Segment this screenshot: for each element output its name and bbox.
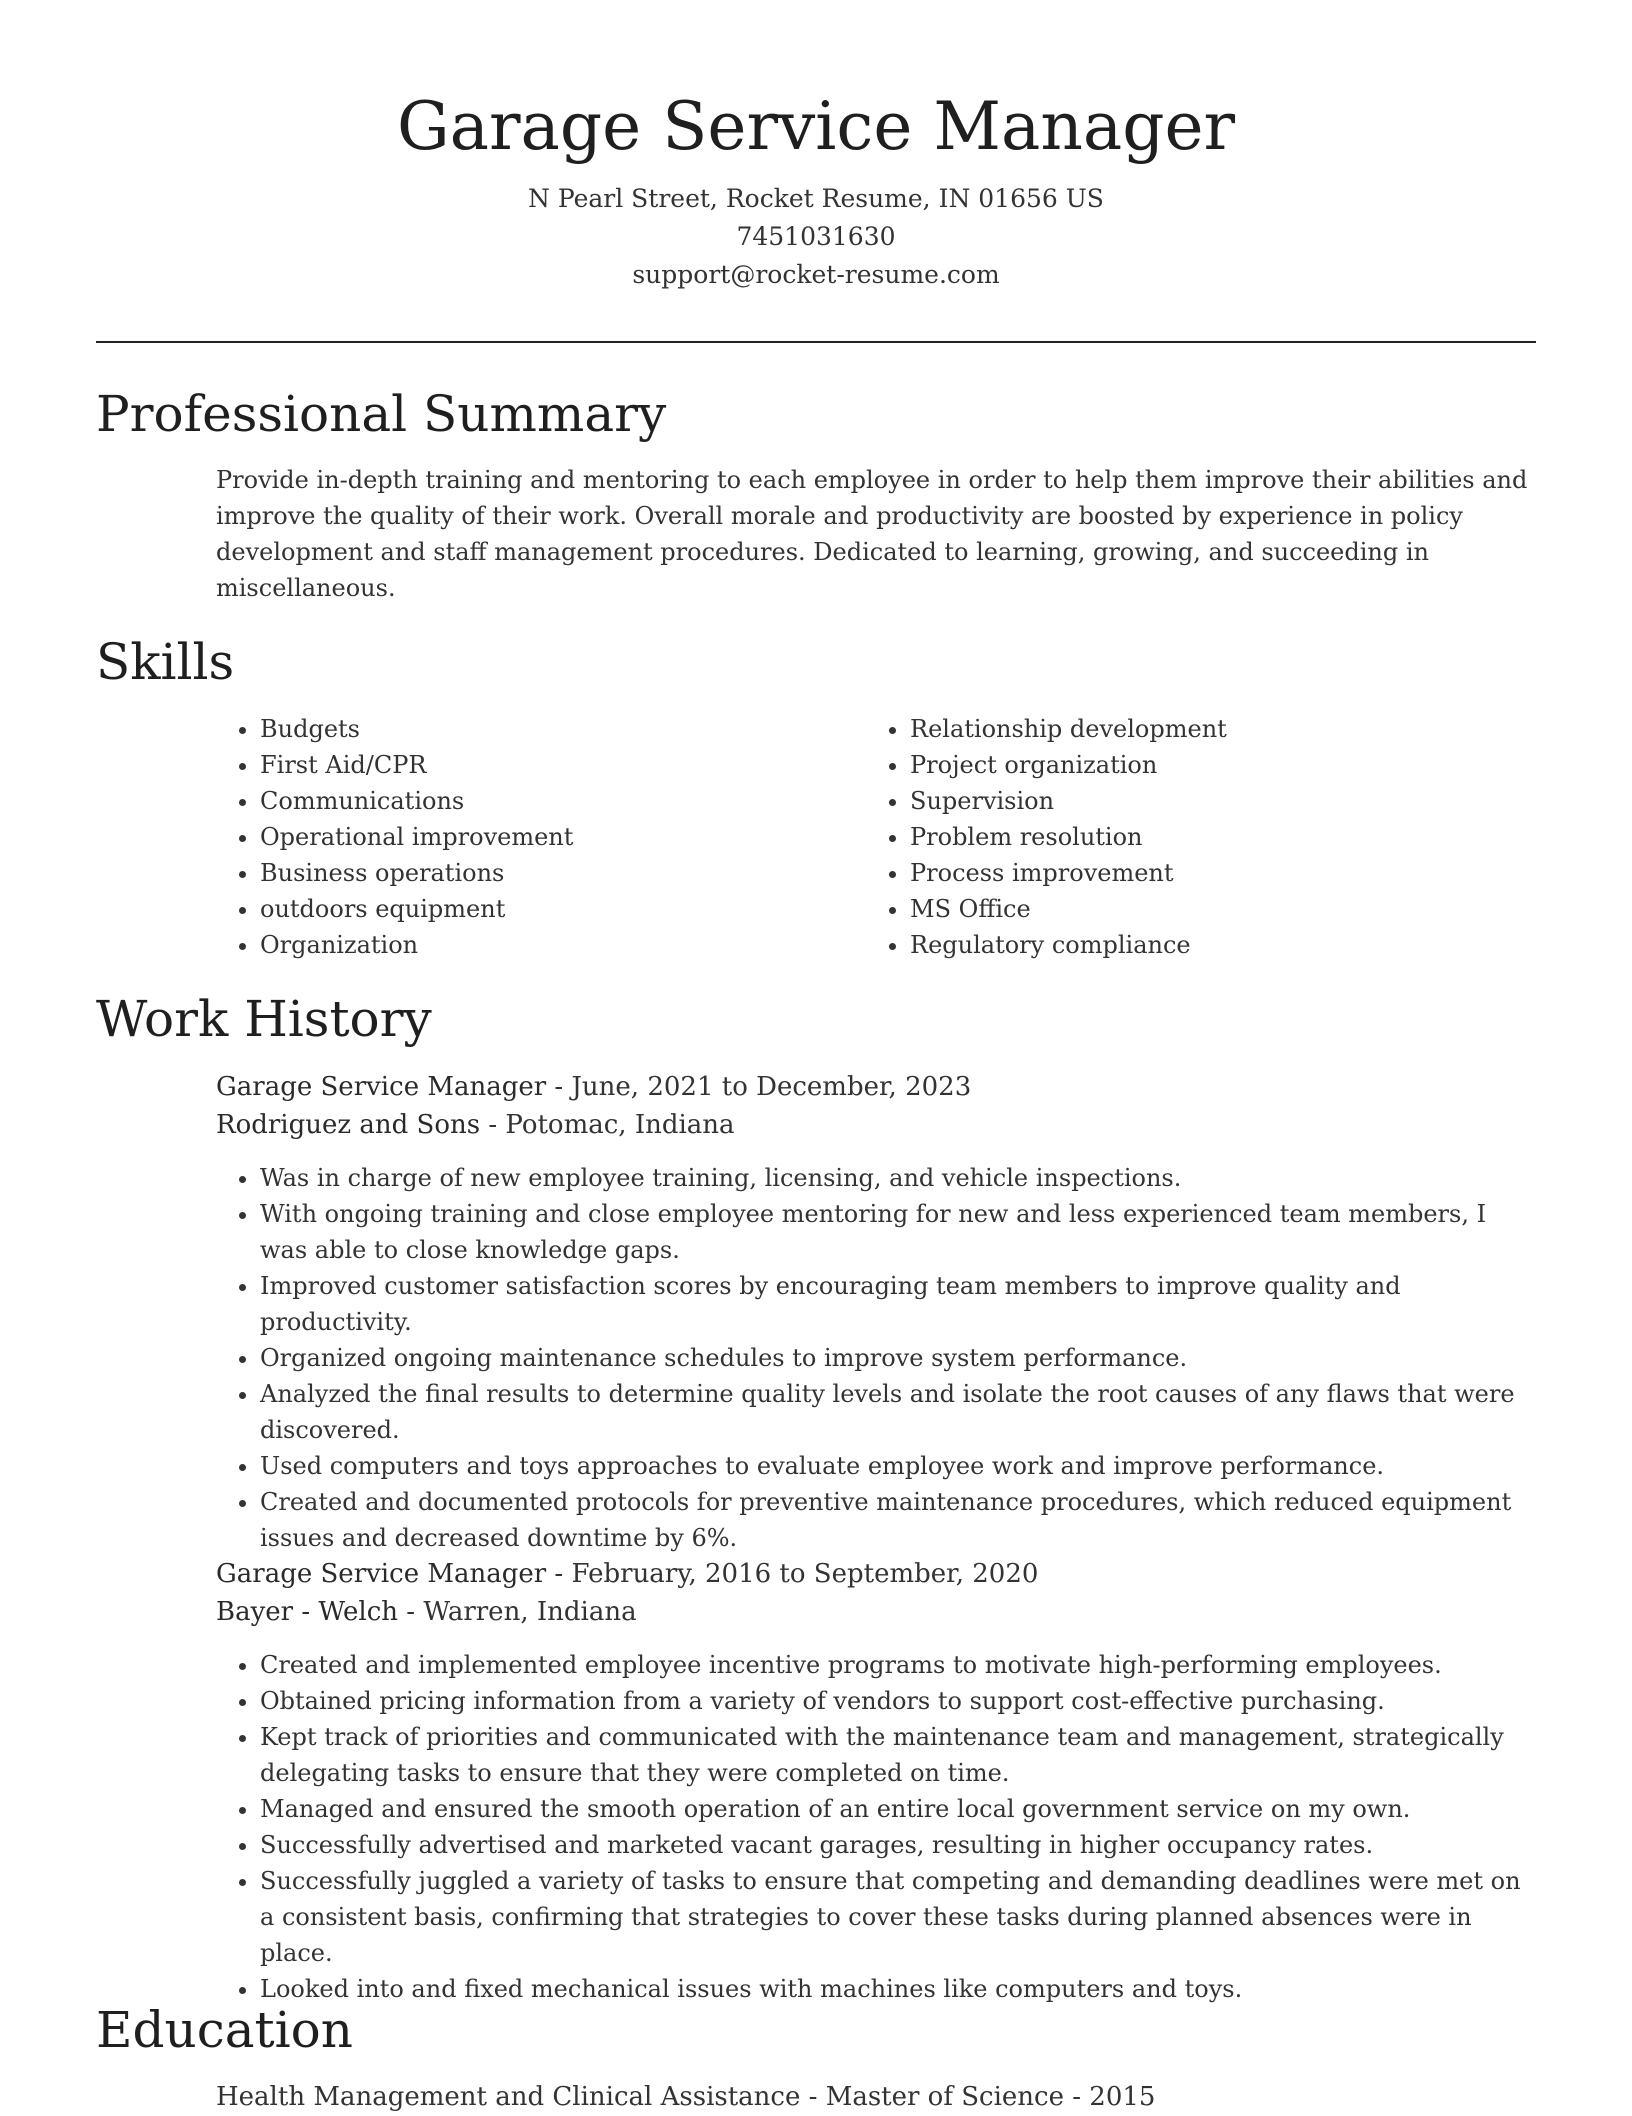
job-bullet: • With ongoing training and close employee mentoring for new and less experienced team members, I was able to close knowledge gaps. (260, 1196, 1536, 1268)
job-role: Garage Service Manager (216, 1072, 547, 1102)
skills-column-left (216, 711, 836, 963)
job-company-line (216, 1106, 1536, 1144)
contact-block (96, 180, 1536, 294)
job-bullets (216, 1160, 1536, 1556)
skill-item: • Supervision (910, 783, 1486, 819)
job-bullet: • Organized ongoing maintenance schedules to improve system performance. (260, 1340, 1536, 1376)
skill-item: • outdoors equipment (260, 891, 836, 927)
skills-column-right (866, 711, 1486, 963)
job-dates: - June, 2021 to December, 2023 (546, 1072, 972, 1102)
skill-item: • Communications (260, 783, 836, 819)
skill-item: • First Aid/CPR (260, 747, 836, 783)
address: N Pearl Street, Rocket Resume, IN 01656 US (528, 184, 1104, 213)
job-location: - Potomac, Indiana (480, 1110, 735, 1140)
job-bullet: • Looked into and fixed mechanical issues with machines like computers and toys. (260, 1971, 1536, 2007)
skills-heading: Skills (96, 633, 235, 691)
email: support@rocket-resume.com (632, 260, 1000, 289)
job-location: - Warren, Indiana (398, 1597, 637, 1627)
summary-text: Provide in-depth training and mentoring to each employee in order to help them improve their abilities and improve the quality of their work. Overall morale and productivity are boosted by experience in policy development and staff management procedures. Dedicated to learning, growing, and succeeding in miscellaneous. (216, 466, 1528, 602)
job-title-line (216, 1555, 1536, 1593)
education-heading: Education (96, 2001, 353, 2059)
header-divider (96, 341, 1536, 343)
skills-list-left (216, 711, 836, 963)
education-section (216, 2078, 1536, 2116)
skill-item: • Operational improvement (260, 819, 836, 855)
summary-heading: Professional Summary (96, 385, 667, 443)
education-entry: Health Management and Clinical Assistance - Master of Science - 2015 (216, 2082, 1156, 2112)
skills-list-right (866, 711, 1486, 963)
job-bullets (216, 1647, 1536, 2007)
skill-item: • Budgets (260, 711, 836, 747)
summary-section (216, 462, 1536, 606)
job-dates: - February, 2016 to September, 2020 (546, 1559, 1039, 1589)
skill-item: • Regulatory compliance (910, 927, 1486, 963)
job-title-line (216, 1068, 1536, 1106)
job-bullet: • Successfully juggled a variety of tasks to ensure that competing and demanding deadlines were met on a consistent basis, confirming that strategies to cover these tasks during planned absences were in place. (260, 1863, 1536, 1971)
job-bullet: • Successfully advertised and marketed vacant garages, resulting in higher occupancy rates. (260, 1827, 1536, 1863)
skill-item: • Organization (260, 927, 836, 963)
job-bullet: • Managed and ensured the smooth operation of an entire local government service on my own. (260, 1791, 1536, 1827)
job-bullet: • Obtained pricing information from a variety of vendors to support cost-effective purchasing. (260, 1683, 1536, 1719)
job-entry (216, 1068, 1536, 1556)
candidate-name: Garage Service Manager (396, 88, 1236, 165)
job-role: Garage Service Manager (216, 1559, 547, 1589)
job-company: Bayer - Welch (216, 1597, 399, 1627)
skill-item: • Project organization (910, 747, 1486, 783)
job-bullet: • Kept track of priorities and communicated with the maintenance team and management, strategically delegating tasks to ensure that they were completed on time. (260, 1719, 1536, 1791)
job-bullet: • Used computers and toys approaches to evaluate employee work and improve performance. (260, 1448, 1536, 1484)
work-heading: Work History (96, 990, 432, 1048)
skill-item: • Business operations (260, 855, 836, 891)
phone: 7451031630 (736, 222, 896, 251)
job-entry (216, 1555, 1536, 2007)
job-bullet: • Improved customer satisfaction scores by encouraging team members to improve quality and productivity. (260, 1268, 1536, 1340)
resume-header (96, 82, 1536, 294)
skill-item: • Problem resolution (910, 819, 1486, 855)
job-bullet: • Created and documented protocols for preventive maintenance procedures, which reduced equipment issues and decreased downtime by 6%. (260, 1484, 1536, 1556)
job-bullet: • Created and implemented employee incentive programs to motivate high-performing employees. (260, 1647, 1536, 1683)
job-bullet: • Was in charge of new employee training, licensing, and vehicle inspections. (260, 1160, 1536, 1196)
skill-item: • Relationship development (910, 711, 1486, 747)
job-company: Rodriguez and Sons (216, 1110, 481, 1140)
job-company-line (216, 1593, 1536, 1631)
skill-item: • MS Office (910, 891, 1486, 927)
skill-item: • Process improvement (910, 855, 1486, 891)
job-bullet: • Analyzed the final results to determine quality levels and isolate the root causes of any flaws that were discovered. (260, 1376, 1536, 1448)
